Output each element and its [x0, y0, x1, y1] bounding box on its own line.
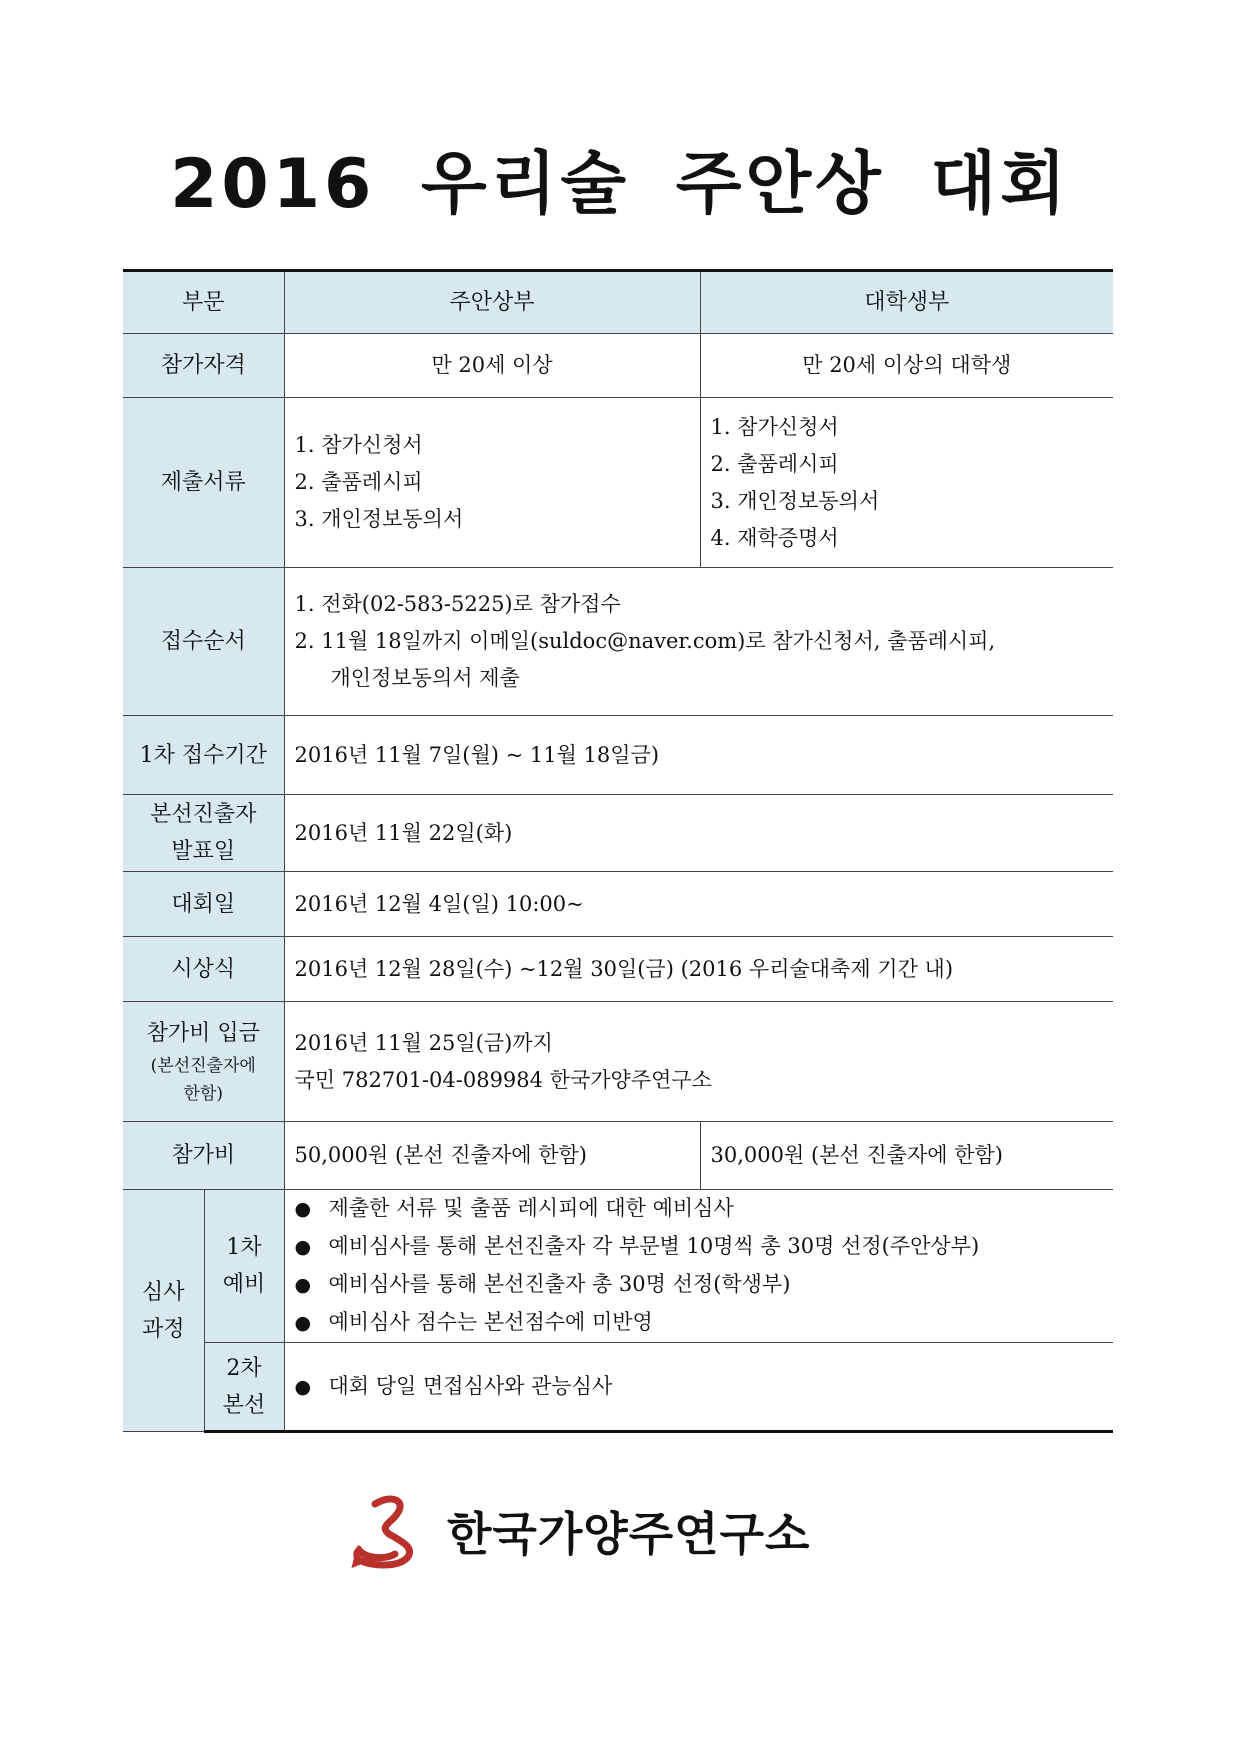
prelim-item-text: 예비심사를 통해 본선진출자 각 부문별 10명씩 총 30명 선정(주안상부): [328, 1234, 980, 1258]
fee-label: 참가비: [123, 1122, 284, 1190]
prelim-item-text: 예비심사 점수는 본선점수에 미반영: [328, 1310, 653, 1334]
contest-info-table: [123, 269, 1113, 1433]
award-row: [123, 937, 1113, 1002]
judging-prelim-row: [123, 1190, 1113, 1343]
documents-main: [284, 398, 700, 568]
announce-label: [123, 795, 284, 872]
final-item: [295, 1368, 1104, 1406]
payment-note-line1: (본선진출자에: [150, 1056, 256, 1076]
procedure-step-continued: 개인정보동의서 제출: [330, 666, 520, 690]
procedure-content: [284, 568, 1113, 716]
judging-label-line2: 과정: [141, 1316, 185, 1342]
period-row: [123, 716, 1113, 795]
prelim-label-line1: 1차: [226, 1235, 262, 1260]
page-title: 2016 우리술 주안상 대회: [170, 145, 1070, 224]
announce-label-line1: 본선진출자: [150, 802, 257, 827]
fee-row: [123, 1122, 1113, 1190]
payment-deadline: 2016년 11월 25일(금)까지: [294, 1030, 553, 1055]
payment-value: [284, 1002, 1113, 1122]
contest-day-label: 대회일: [123, 872, 284, 937]
prelim-item-text: 예비심사를 통해 본선진출자 총 30명 선정(학생부): [328, 1272, 791, 1296]
bullet-icon: ●: [294, 1375, 312, 1398]
bullet-icon: ●: [294, 1236, 312, 1258]
period-value: 2016년 11월 7일(월) ~ 11월 18일금): [284, 716, 1113, 795]
document-item: 2. 출품레시피: [710, 451, 839, 476]
payment-label: [123, 1002, 284, 1122]
prelim-item: [295, 1190, 1104, 1228]
document-item: 3. 개인정보동의서: [294, 507, 464, 531]
announce-label-line2: 발표일: [171, 839, 236, 864]
prelim-item: [295, 1228, 1104, 1266]
division-main: 주안상부: [284, 271, 700, 334]
eligibility-main: 만 20세 이상: [284, 334, 700, 398]
fee-main: 50,000원 (본선 진출자에 한함): [284, 1122, 700, 1190]
prelim-label-line2: 예비: [222, 1272, 266, 1297]
contest-day-row: [123, 872, 1113, 937]
division-student: 대학생부: [700, 271, 1113, 334]
procedure-label: 접수순서: [123, 568, 284, 716]
documents-student: [700, 398, 1113, 568]
eligibility-row: [123, 334, 1113, 398]
bullet-icon: ●: [294, 1198, 312, 1220]
fee-student: 30,000원 (본선 진출자에 한함): [700, 1122, 1113, 1190]
award-label: 시상식: [123, 937, 284, 1002]
period-label: 1차 접수기간: [123, 716, 284, 795]
logo-text: 한국가양주연구소: [447, 1507, 811, 1561]
final-content: [284, 1343, 1113, 1432]
bullet-icon: ●: [294, 1312, 312, 1334]
documents-label: 제출서류: [123, 398, 284, 568]
documents-row: [123, 398, 1113, 568]
judging-label-line1: 심사: [141, 1279, 185, 1305]
judging-final-row: [123, 1343, 1113, 1432]
final-label-line1: 2차: [226, 1355, 262, 1381]
prelim-label: [204, 1190, 284, 1343]
payment-row: [123, 1002, 1113, 1122]
prelim-item-text: 제출한 서류 및 출품 레시피에 대한 예비심사: [328, 1196, 734, 1220]
final-label: [204, 1343, 284, 1432]
institute-logo: [345, 1490, 811, 1570]
prelim-item: [295, 1266, 1104, 1304]
judging-label: [123, 1190, 204, 1432]
final-item-text: 대회 당일 면접심사와 관능심사: [328, 1373, 613, 1398]
payment-account: 국민 782701-04-089984 한국가양주연구소: [294, 1067, 712, 1092]
contest-day-value: 2016년 12월 4일(일) 10:00~: [284, 872, 1113, 937]
document-item: 2. 출품레시피: [294, 470, 423, 494]
prelim-item: [295, 1304, 1104, 1342]
announce-row: [123, 795, 1113, 872]
document-item: 1. 참가신청서: [710, 414, 839, 439]
procedure-step: 1. 전화(02-583-5225)로 참가접수: [294, 592, 621, 616]
prelim-content: [284, 1190, 1113, 1343]
bullet-icon: ●: [294, 1274, 312, 1296]
document-item: 4. 재학증명서: [710, 525, 839, 550]
brush-mark-icon: [345, 1490, 425, 1570]
division-label: 부문: [123, 271, 284, 334]
final-label-line2: 본선: [222, 1392, 266, 1418]
eligibility-student: 만 20세 이상의 대학생: [700, 334, 1113, 398]
procedure-step: 2. 11월 18일까지 이메일(suldoc@naver.com)로 참가신청서, 출품레시피,: [294, 629, 996, 653]
document-item: 1. 참가신청서: [294, 433, 423, 457]
payment-note-line2: 한함): [183, 1084, 223, 1104]
award-value: 2016년 12월 28일(수) ~12월 30일(금) (2016 우리술대축제 기간 내): [284, 937, 1113, 1002]
eligibility-label: 참가자격: [123, 334, 284, 398]
payment-label-main: 참가비 입금: [146, 1021, 260, 1046]
announce-value: 2016년 11월 22일(화): [284, 795, 1113, 872]
document-item: 3. 개인정보동의서: [710, 488, 880, 513]
procedure-row: [123, 568, 1113, 716]
header-row: [123, 271, 1113, 334]
